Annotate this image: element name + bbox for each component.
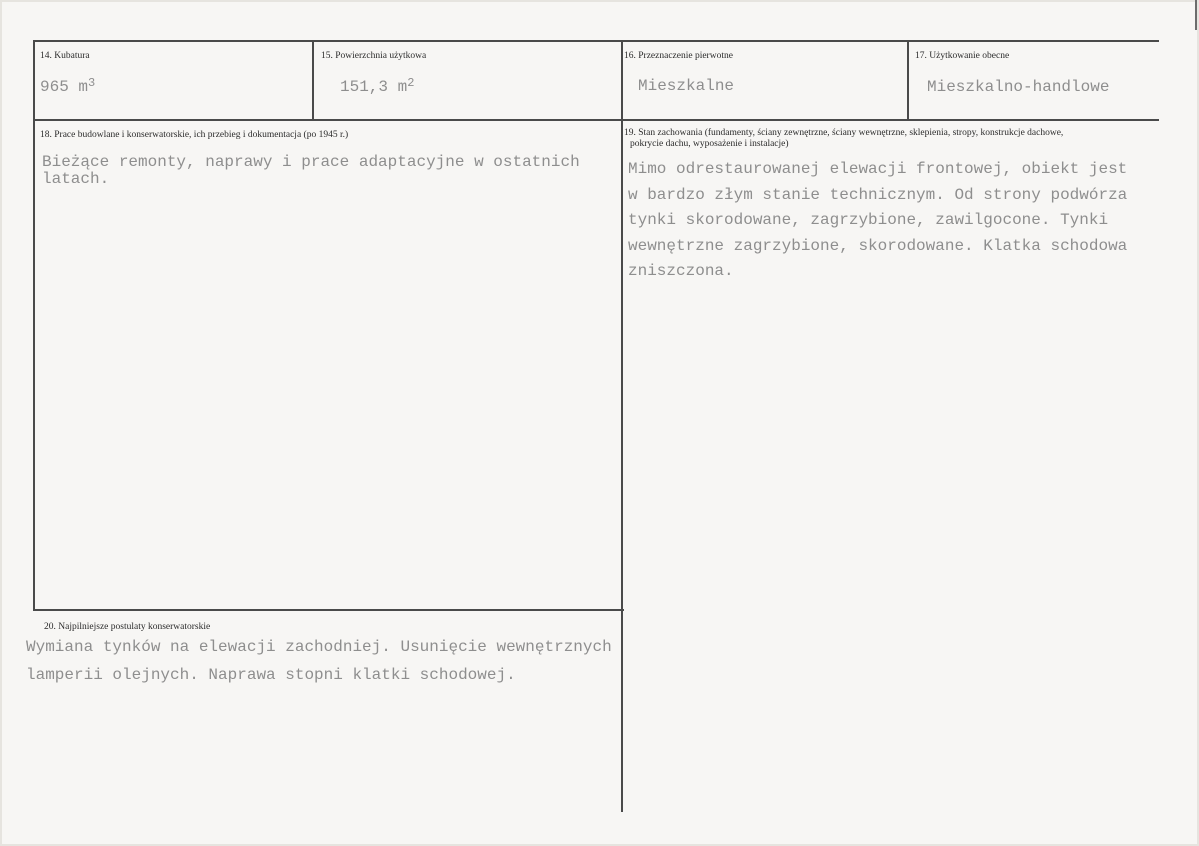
field20-top-rule	[33, 609, 624, 611]
field14-value	[40, 74, 95, 100]
field16-label: 16. Przeznaczenie pierwotne	[624, 51, 733, 61]
field19-line-5: zniszczona.	[628, 262, 734, 280]
field18-line-2: latach.	[42, 170, 110, 188]
field14-label: 14. Kubatura	[40, 51, 90, 61]
row1-bottom-rule	[33, 119, 1159, 121]
field19-line-4: wewnętrzne zagrzybione, skorodowane. Klatka schodowa	[628, 237, 1128, 255]
left-rule	[33, 40, 35, 610]
field18-label: 18. Prace budowlane i konserwatorskie, ich przebieg i dokumentacja (po 1945 r.)	[40, 130, 349, 140]
field15-unit-exponent: 2	[407, 76, 415, 90]
field19-line-3: tynki skorodowane, zagrzybione, zawilgocone. Tynki	[628, 211, 1109, 229]
field19-label-line-2: pokrycie dachu, wyposażenie i instalacje)	[630, 139, 789, 149]
field20-label: 20. Najpilniejsze postulaty konserwatorskie	[44, 622, 211, 632]
field20-line-1: Wymiana tynków na elewacji zachodniej. Usunięcie wewnętrznych	[26, 638, 612, 656]
field14-number: 965 m	[40, 78, 89, 96]
field14-unit-exponent: 3	[88, 76, 96, 90]
field19-label-line-1: 19. Stan zachowania (fundamenty, ściany zewnętrzne, ściany wewnętrzne, sklepienia, stropy, konstrukcje dachowe,	[624, 128, 1064, 138]
field15-value	[340, 74, 414, 100]
center-rule	[621, 40, 623, 812]
field15-label: 15. Powierzchnia użytkowa	[321, 51, 427, 61]
field19-line-2: w bardzo złym stanie technicznym. Od strony podwórza	[628, 186, 1128, 204]
field19-line-1: Mimo odrestaurowanej elewacji frontowej, obiekt jest	[628, 160, 1128, 178]
field20-line-2: lamperii olejnych. Naprawa stopni klatki schodowej.	[26, 666, 516, 684]
divider-14-15	[312, 40, 314, 120]
edge-mark-right	[1195, 0, 1197, 30]
field17-value: Mieszkalno-handlowe	[927, 78, 1110, 96]
top-rule	[33, 40, 1159, 42]
divider-16-17	[907, 40, 909, 120]
field17-label: 17. Użytkowanie obecne	[915, 51, 1010, 61]
field18-line-1: Bieżące remonty, naprawy i prace adaptacyjne w ostatnich	[42, 153, 580, 171]
field16-value: Mieszkalne	[638, 77, 735, 95]
field15-number: 151,3 m	[340, 78, 408, 96]
